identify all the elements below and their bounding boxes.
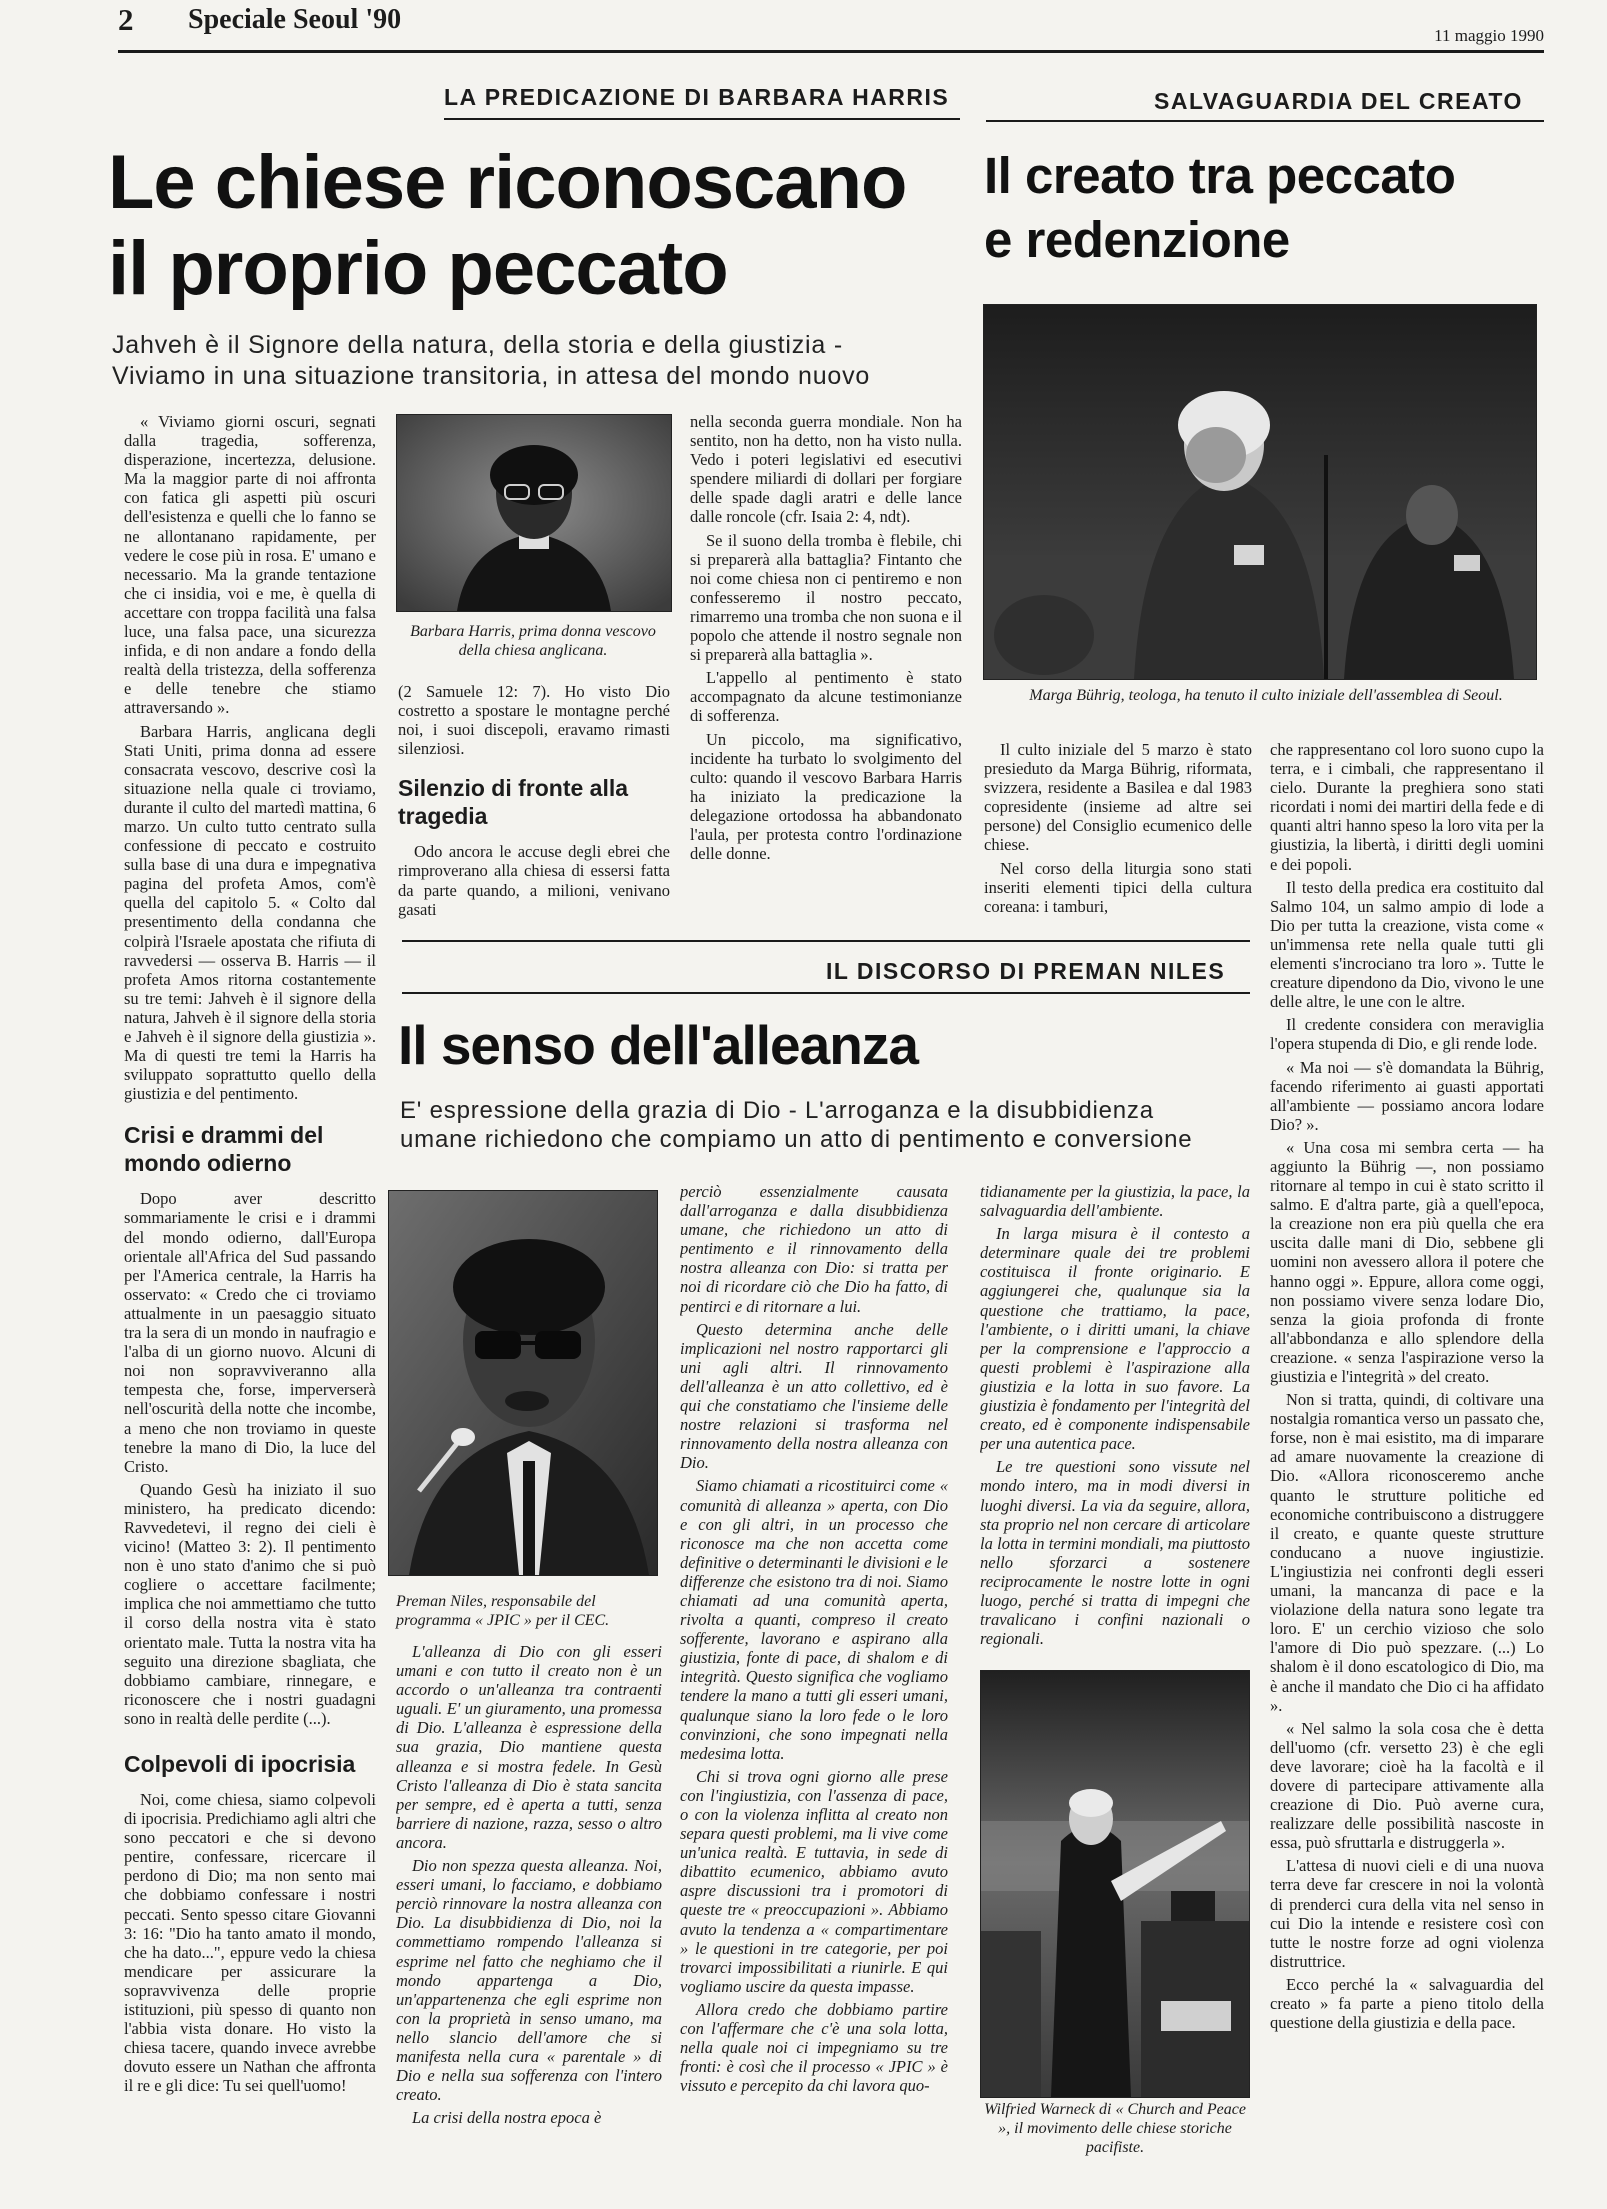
masthead-rule xyxy=(118,50,1544,53)
article1-deck xyxy=(112,330,972,392)
article2-col2-p1: che rappresentano col loro suono cupo la terra, e i cimbali, che rappresentano il cielo. Durante la preghiera sono stati ricordati i nomi dei martiri della fede e di quanti altri hanno speso la loro vita per la giustizia, la libertà, i diritti degli uomini e dei popoli. xyxy=(1270,740,1544,874)
article1-title xyxy=(108,140,968,312)
article1-kicker: LA PREDICAZIONE DI BARBARA HARRIS xyxy=(444,84,950,110)
article3-title: Il senso dell'alleanza xyxy=(398,1014,918,1076)
article3-col2-p5: Allora credo che dobbiamo partire con l'affermare che c'è una sola lotta, nella quale noi ci impegniamo su tre fronti: è così che il processo « JPIC » è vissuto e percepito da chi lavora quo- xyxy=(680,1999,948,2096)
article2-title-line1: Il creato tra peccato xyxy=(984,147,1456,204)
article3-col3-p3: Le tre questioni sono vissute nel mondo intero, ma in modi diversi in luoghi diversi. La via da seguire, allora, sta proprio nel non cercare di articolare la lotta in termini mondiali, ma piuttosto nello sforzarci a sostenere reciprocamente le nostre lotte in ogni luogo, perché si tratta di impegni che travalicano i confini nazionali o regionali. xyxy=(980,1457,1250,1649)
article2-title xyxy=(984,144,1544,272)
article3-col3-p1: tidianamente per la giustizia, la pace, la salvaguardia dell'ambiente. xyxy=(980,1182,1250,1221)
article1-col3 xyxy=(690,412,962,920)
article3-col2-p2: Questo determina anche delle implicazioni nel nostro rapportarci gli uni agli altri. Il rinnovamento dell'alleanza è un atto collettivo, ed è qui che constatiamo che l'insieme delle nostre relazioni si trasforma nel rinnovamento della nostra alleanza con Dio. xyxy=(680,1319,948,1473)
article1-deck-line1: Jahveh è il Signore della natura, della storia e della giustizia - xyxy=(112,331,843,359)
article2-col1 xyxy=(984,740,1252,916)
article1-col1-p2: Barbara Harris, anglicana degli Stati Uniti, prima donna ad essere consacrata vescovo, descrive così la situazione nella quale ci troviamo, durante il culto del martedì mattina, 6 marzo. Un culto tutto centrato sulla confessione di peccato e costruito sulla base di una dura e impegnativa pagina del profeta Amos, com'è quella del capitolo 5. « Colto dal presentimento della condanna che colpirà l'Israele apostata che rifiuta di ravvedersi — osserva B. Harris — il profeta Amos ritorna costantemente su tre temi: Jahveh è il signore della natura, Jahveh è il signore della storia e Jahveh è il signore della giustizia ». Ma di questi tre temi la Harris ha sviluppato soprattutto quello della giustizia e del pentimento. xyxy=(124,721,376,1104)
article2-col1-p1: Il culto iniziale del 5 marzo è stato presieduto da Marga Bührig, riformata, svizzera, residente a Basilea e dal 1983 copresidente (insieme ad altre sei persone) del Consiglio ecumenico delle chiese. xyxy=(984,740,1252,855)
article3-col1-p3: La crisi della nostra epoca è xyxy=(412,2108,602,2128)
article2-col2-p4: « Ma noi — s'è domandata la Bührig, facendo riferimento ai guasti apportati all'ambiente — possiamo ancora lodare Dio? ». xyxy=(1270,1057,1544,1134)
article2-col2-p8: L'attesa di nuovi cieli e di una nuova terra deve far crescere in noi la volontà di prenderci cura della vita nel senso in cui Dio la intende e resistere così con tutte le nostre forze ad ogni violenza distruttrice. xyxy=(1270,1856,1544,1971)
preman-niles-caption: Preman Niles, responsabile del programma « JPIC » per il CEC. xyxy=(396,1593,610,1629)
article1-deck-line2: Viviamo in una situazione transitoria, in attesa del mondo nuovo xyxy=(112,362,871,390)
article1-col3-p2: Se il suono della tromba è flebile, chi si preparerà alla battaglia? Fintanto che noi come chiesa non ci pentiremo e non confesseremo il nostro peccato, rimarremo una tromba che non suona e il popolo che attende il nostro segnale non si preparerà alla battaglia ». xyxy=(690,530,962,665)
article1-col1c-p1: Noi, come chiesa, siamo colpevoli di ipocrisia. Predichiamo agli altri che sono peccatori e che si devono pentire, confessare, ricercare il perdono di Dio; ma non sento mai che dobbiamo confessare i nostri peccati. Sento spesso citare Giovanni 3: 16: "Dio ha tanto amato il mondo, che ha dato...", eppure vedo la chiesa mendicare per assicurare la sopravvivenza delle proprie istituzioni, più spesso di quanto non l'abbia vista donare. Ho visto la chiesa tacere, quando invece avrebbe dovuto essere un Nathan che affronta il re e gli dice: Tu sei quell'uomo! xyxy=(124,1790,376,2096)
article2-col1-p2: Nel corso della liturgia sono stati inseriti elementi tipici della cultura coreana: i tamburi, xyxy=(984,858,1252,916)
wilfried-warneck-photo xyxy=(980,1670,1250,2098)
article3-col3 xyxy=(980,1182,1250,1652)
page-number: 2 xyxy=(118,2,134,37)
article3-top-rule xyxy=(402,940,1250,942)
issue-date: 11 maggio 1990 xyxy=(1434,26,1544,45)
article1-col3-p1: nella seconda guerra mondiale. Non ha sentito, non ha detto, non ha visto nulla. Vedo i poteri legislativi ed esecutivi spendere miliardi di dollari per forgiare delle spade dagli aratri e delle lance dalle roncole (cfr. Isaia 2: 4, ndt). xyxy=(690,412,962,527)
article1-col3-p4: Un piccolo, ma significativo, incidente ha turbato lo svolgimento del culto: quando il vescovo Barbara Harris ha iniziato la predicazione la delegazione ortodossa ha abbandonato l'aula, per protesta contro l'ordinazione delle donne. xyxy=(690,729,962,864)
article3-kicker-rule xyxy=(402,992,1250,994)
article3-kicker: IL DISCORSO DI PREMAN NILES xyxy=(826,958,1226,984)
preman-niles-photo xyxy=(388,1190,658,1576)
article3-col2-p4: Chi si trova ogni giorno alle prese con l'ingiustizia, con l'assenza di pace, o con la violenza inflitta al creato non separa questi problemi, ma li vive come un'unica realtà. E tuttavia, in sede di dibattito ecumenico, abbiamo avuto aspre discussioni tra i promotori di queste tre « preoccupazioni ». Abbiamo avuto la tendenza a « compartimentare » le questioni in tre categorie, per poi trovarci impossibilitati a riunirle. E qui vogliamo uscire da questa impasse. xyxy=(680,1766,948,1996)
article2-title-line2: e redenzione xyxy=(984,211,1290,268)
marga-buhrig-caption: Marga Bührig, teologa, ha tenuto il culto iniziale dell'assemblea di Seoul. xyxy=(1029,687,1503,704)
article2-kicker-rule xyxy=(986,120,1544,122)
article3-deck-line1: E' espressione della grazia di Dio - L'arroganza e la disubbidienza xyxy=(400,1097,1154,1124)
article2-col2-p2: Il testo della predica era costituito dal Salmo 104, un salmo ampio di lode a Dio per tutta la creazione, vista come « un'immensa rete nella quale tutti gli elementi s'incrociano tra loro ». Tutte le creature dipendono da Dio, vivono le une delle altre, le une con le altre. xyxy=(1270,877,1544,1012)
article1-title-line1: Le chiese riconoscano xyxy=(108,140,907,225)
article3-deck xyxy=(400,1096,1260,1154)
section-title: Speciale Seoul '90 xyxy=(188,4,402,35)
marga-buhrig-photo xyxy=(983,304,1537,680)
article2-col2-p6: Non si tratta, quindi, di coltivare una nostalgia romantica verso un passato che, forse, non è mai esistito, ma di imparare ad amare nuovamente la creazione di Dio. «Allora riconosceremo anche quanto le strutture politiche ed economiche contribuiscono a distruggere il creato, e quante queste strutture conducano a nuove ingiustizie. L'ingiustizia nei confronti degli esseri umani, la mancanza di pace e la violazione della natura sono legate tra loro. E' un cerchio vizioso che solo l'amore di Dio può spezzare. (...) Lo shalom è il dono escatologico di Dio, ma è anche il mandato che Dio ci ha affidato ». xyxy=(1270,1390,1544,1715)
article2-col2-p7: « Nel salmo la sola cosa che è detta dell'uomo (cfr. versetto 23) è che egli deve lavorare; cioè ha la facoltà e il dovere di partecipare attivamente alla creazione di Dio. Può averne cura, realizzare delle possibilità nascoste in essa, può sfruttarla e distruggerla ». xyxy=(1270,1718,1544,1853)
article3-col3-p2: In larga misura è il contesto a determinare quale dei tre problemi costituisca il fronte originario. E aggiungerei che, qualunque sia la questione che trattiamo, la pace, l'ambiente, o i diritti umani, la chiave per la comprensione e l'approccio a questi problemi è l'aspirazione alla giustizia e la lotta in suo favore. La giustizia è fondamento per l'integrità del creato, ed è componente indispensabile per una autentica pace. xyxy=(980,1224,1250,1454)
article3-col1 xyxy=(396,1642,662,2177)
article1-kicker-rule xyxy=(444,118,960,120)
article1-col3-p3: L'appello al pentimento è stato accompagnato da alcune testimonianze di sofferenza. xyxy=(690,668,962,726)
article3-col1-p2: Dio non spezza questa alleanza. Noi, esseri umani, lo facciamo, e dobbiamo perciò rinnovare la nostra alleanza con Dio. La disubbidienza di Dio, noi la commettiamo rompendo l'alleanza si esprime nel fatto che neghiamo che il mondo appartenga a Dio, un'appartenenza che egli esprime non con la proprietà in senso umano, ma nello slancio dell'amore che si manifesta nella cura « parentale » di Dio e nella sua sofferenza con l'intero creato. xyxy=(396,1856,662,2105)
article3-col2 xyxy=(680,1182,948,2176)
article1-col2 xyxy=(398,682,670,942)
article3-deck-line2: umane richiedono che compiamo un atto di pentimento e conversione xyxy=(400,1126,1193,1153)
article1-col1-p1: « Viviamo giorni oscuri, segnati dalla tragedia, sofferenza, disperazione, incertezza, delusione. Ma la maggior parte di noi affronta con fatica gli aspetti più oscuri dell'esistenza e quelli che lo fanno se ne allontanano rapidamente, per vedere le cose più in rosa. E' umano e necessario. Ma la grande tentazione che ci insidia, voi e me, è quella di accettare con troppa facilità una falsa luce, una falsa pace, una sicurezza infida, e di non andare a fondo della realtà della tristezza, della sofferenza e delle tenebre che stiamo attraversando ». xyxy=(124,412,376,718)
article1-col2-p1: (2 Samuele 12: 7). Ho visto Dio costretto a spostare le montagne perché noi, i suoi discepoli, eravamo rimasti silenziosi. xyxy=(398,682,670,759)
article3-col1-p1: L'alleanza di Dio con gli esseri umani e con tutto il creato non è un accordo o un'alleanza tra contraenti uguali. E' un giuramento, una promessa di Dio. L'alleanza è espressione della sua grazia, Dio mantiene questa alleanza e si mostra fedele. In Gesù Cristo l'alleanza di Dio è stata sancita per sempre, ed è aperta a tutti, senza barriere di nazione, razza, sesso o altro ancora. xyxy=(396,1642,662,1852)
article3-col2-p3: Siamo chiamati a ricostituirci come « comunità di alleanza » aperta, con Dio e con gli altri, in un processo che riconosce ma che non accetta come definitive o determinanti le divisioni e le differenze che esistono tra di noi. Siamo chiamati ad una comunità aperta, rivolta a quanti, compreso il creato sofferente, lavorano e aspirano alla giustizia, fonte di pace, di shalom e di integrità. Questo significa che vogliamo tendere la mano a tutti gli esseri umani, qualunque siano la loro fede o le loro convinzioni, che sono impegnati nella medesima lotta. xyxy=(680,1476,948,1763)
article1-subhead-crisi: Crisi e drammi del mondo odierno xyxy=(124,1122,324,1177)
wilfried-warneck-caption: Wilfried Warneck di « Church and Peace », il movimento delle chiese storiche pacifiste. xyxy=(984,2101,1246,2156)
article1-col1 xyxy=(124,412,376,2174)
barbara-harris-photo xyxy=(396,414,672,612)
article2-col2 xyxy=(1270,740,1544,2170)
article2-col2-p9: Ecco perché la « salvaguardia del creato » fa parte a pieno titolo della questione della giustizia e della pace. xyxy=(1270,1974,1544,2033)
barbara-harris-caption: Barbara Harris, prima donna vescovo della chiesa anglicana. xyxy=(410,623,656,659)
masthead xyxy=(118,0,1544,56)
article1-subhead-colpevoli: Colpevoli di ipocrisia xyxy=(124,1751,356,1777)
article2-col2-p3: Il credente considera con meraviglia l'opera stupenda di Dio, e gli rende lode. xyxy=(1270,1015,1544,1054)
article1-title-line2: il proprio peccato xyxy=(108,226,728,311)
article3-col2-p1: perciò essenzialmente causata dall'arroganza e dalla disubbidienza umane, che richiedono un atto di pentimento e il rinnovamento della nostra alleanza con Dio: si tratta per noi di ricordare ciò che Dio ha fatto, di pentirci e di ritornare a lui. xyxy=(680,1182,948,1316)
article2-kicker: SALVAGUARDIA DEL CREATO xyxy=(1154,88,1523,114)
article1-subhead-silenzio: Silenzio di fronte alla tragedia xyxy=(398,775,629,830)
article1-col1b-p2: Quando Gesù ha iniziato il suo ministero, ha predicato dicendo: Ravvedetevi, il regno dei cieli è vicino! (Matteo 3: 2). Il pentimento non è uno stato d'animo che si può cogliere o accettare facilmente; implica che noi ammettiamo che tutto il corso della nostra vita è stato orientato male. Tutta la nostra vita ha seguito una direzione sbagliata, che dobbiamo cambiare, rinnegare, e riconoscere che i nostri guadagni sono in realtà delle perdite (...). xyxy=(124,1479,376,1728)
article1-col2b-p1: Odo ancora le accuse degli ebrei che rimproverano alla chiesa di essersi fatta da parte quando, a milioni, venivano gasati xyxy=(398,842,670,919)
article1-col1b-p1: Dopo aver descritto sommariamente le crisi e i drammi del mondo odierno, dall'Europa orientale all'Africa del Sud passando per l'America centrale, la Harris ha osservato: « Credo che ci troviamo attualmente in un paesaggio situato tra la sera di un mondo in naufragio e l'alba di un giorno nuovo. Alcuni di noi non sopravviveranno alla tempesta che, forse, imperverserà nell'oscurità della notte che incombe, a meno che non troviamo in queste tenebre la mano di Dio, la luce del Cristo. xyxy=(124,1189,376,1476)
article2-col2-p5: « Una cosa mi sembra certa — ha aggiunto la Bührig —, non possiamo ritornare al tempo in cui è stato scritto il salmo. E d'altra parte, già a quell'epoca, la creazione non era più quella che era uscita dalle mani di Dio, sebbene gli uomini non avessero allora il potere che hanno oggi ». Eppure, allora come oggi, non possiamo vivere senza lodare Dio, senza la gioia profonda di fronte all'abbondanza e allo splendore della creazione. « senza l'aspirazione verso la giustizia e l'integrità » del creato. xyxy=(1270,1137,1544,1386)
